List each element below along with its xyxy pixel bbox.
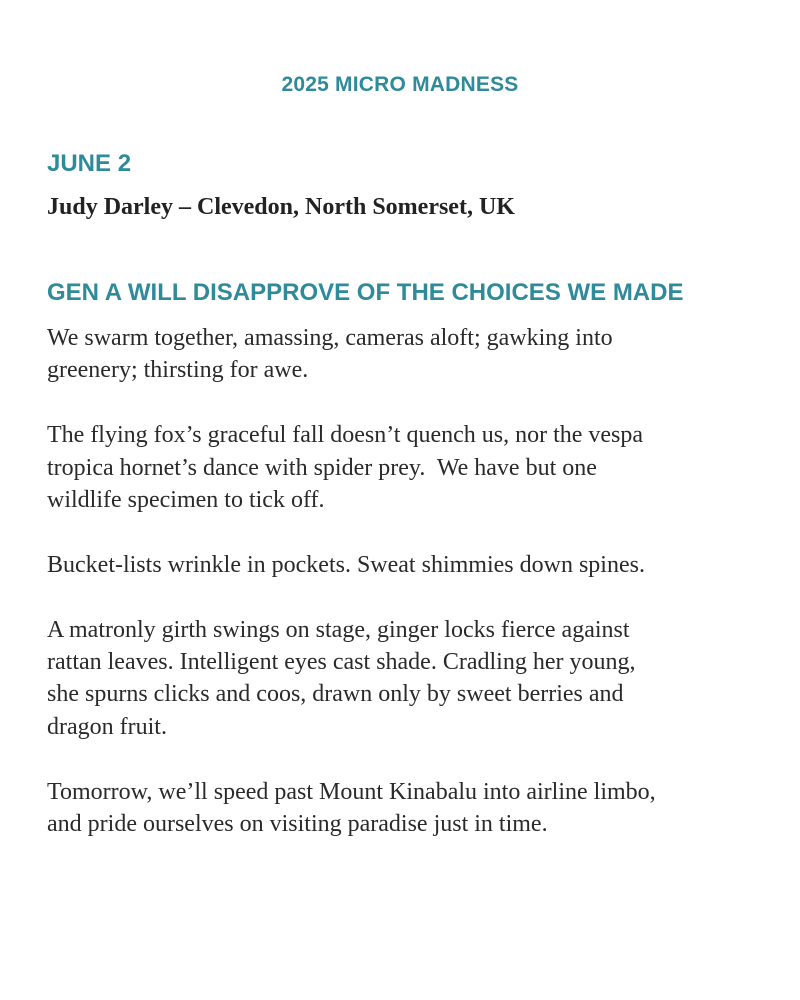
story-paragraph: Bucket-lists wrinkle in pockets. Sweat shimmies down spines. [47, 551, 645, 578]
story-paragraph: A matronly girth swings on stage, ginger locks fierce against rattan leaves. Intelligent eyes cast shade. Cradling her young, she spurns clicks and coos, drawn only by sweet berries and dragon fruit. [47, 616, 636, 740]
story-paragraph: Tomorrow, we’ll speed past Mount Kinabalu into airline limbo, and pride ourselves on visiting paradise just in time. [47, 778, 656, 838]
story-body [47, 322, 767, 873]
series-title: 2025 MICRO MADNESS [281, 73, 519, 96]
story-paragraph: We swarm together, amassing, cameras aloft; gawking into greenery; thirsting for awe. [47, 325, 613, 384]
entry-date: JUNE 2 [47, 150, 132, 177]
story-title: GEN A WILL DISAPPROVE OF THE CHOICES WE MADE [47, 279, 684, 306]
author-line: Judy Darley – Clevedon, North Somerset, UK [47, 194, 515, 220]
story-paragraph: The flying fox’s graceful fall doesn’t quench us, nor the vespa tropica hornet’s dance with spider prey. We have but one wildlife specimen to tick off. [47, 422, 644, 514]
